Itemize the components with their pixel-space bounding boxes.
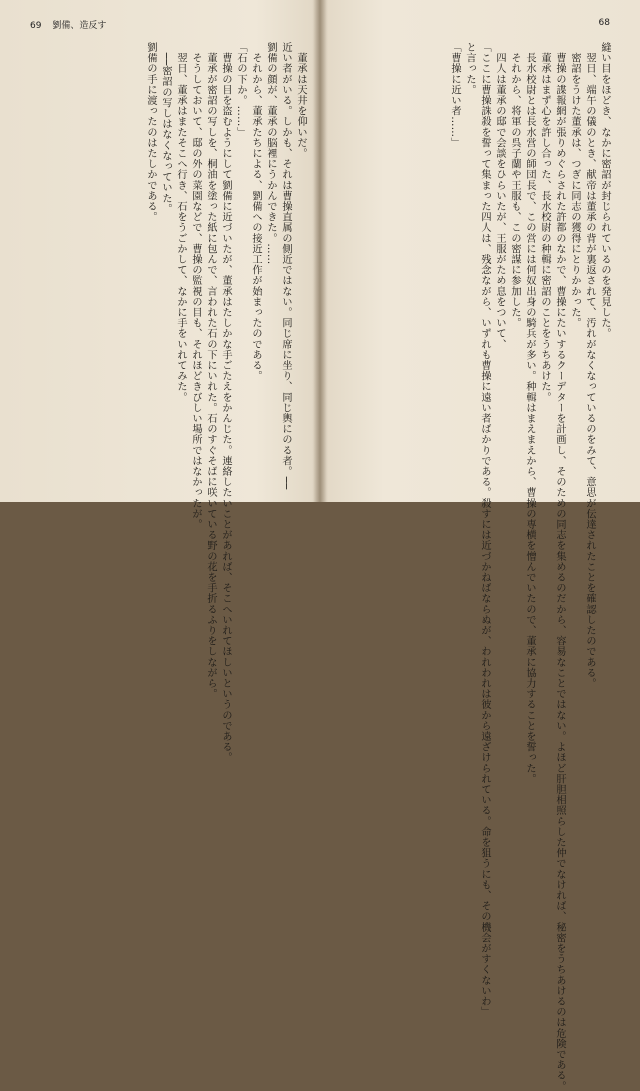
left-page — [0, 0, 318, 763]
text-line: 長水校尉とは長水営の師団長で、この営には何奴出身の騎兵が多い。种輯はまえまえから、曹操の専横を憎んでいたので、董承に協力することを誓った。 — [524, 42, 535, 784]
left-page-header — [30, 18, 106, 31]
text-line: 董承はまず心を許し合った、長水校尉の种輯に密詔のことをうちあけた。 — [539, 42, 550, 403]
text-line: 「石の下か。……」 — [235, 42, 246, 138]
text-line: と言った。 — [464, 42, 475, 95]
text-line: 董承が密詔の写しを、桐油を塗った紙に包んで、言われた石の下にいれた。石のすぐそばに咲いている野の花を手折るふりをしながら。 — [205, 42, 216, 700]
left-page-number: 69 — [30, 21, 42, 31]
text-line: 密詔をうけた董承は、つぎに同志の獲得にとりかかった。 — [569, 42, 580, 329]
text-line: 四人は董承の邸で会談をひらいたが、王服がため息をついて、 — [494, 42, 505, 350]
right-page — [322, 0, 640, 1091]
text-line: 翌日、董承はまたそこへ行き、石をうごかして、なかに手をいれてみた。 — [175, 42, 186, 403]
text-line: 劉備の手に渡ったのはたしかである。 — [145, 42, 156, 223]
text-line: それから、将軍の呉子蘭や王服も、この密謀に参加した。 — [509, 42, 520, 329]
text-line: 「ここに曹操誅殺を誓って集まった四人は、残念ながら、いずれも曹操に遠い者ばかりである。殺すには近づかねばならぬが、われわれは彼から遠ざけられている。命を狙うにも、その機会がすくないわ」 — [479, 42, 490, 1018]
text-line: 翌日、端午の儀のとき、献帝は董承の背が裏返されて、汚れがなくなっているのをみて、意思が伝達されたことを確認したのである。 — [584, 42, 595, 689]
text-line: 「曹操に近い者……」 — [449, 42, 460, 148]
text-line: 曹操の諜報網が張りめぐらされた許都のなかで、曹操にたいするクーデターを計画し、そのための同志を集めるのだから、容易なことではない。よほど肝胆相照らした仲でなければ、秘密をうちあけるのは危険である。 — [554, 42, 565, 1091]
right-page-number: 68 — [598, 18, 610, 28]
text-line: 劉備の顔が、董承の脳裡にうかんできた。…… — [265, 42, 276, 265]
text-line: そうしておいて、邸の外の菜園などで、曹操の監視の目も、それほどきびしい場所ではなかったが。 — [190, 42, 201, 530]
running-head: 劉備、造反す — [52, 21, 107, 31]
text-line: それから、董承たちによる、劉備への接近工作が始まったのである。 — [250, 42, 261, 382]
right-page-header — [599, 18, 610, 28]
text-line: ──密詔の写しはなくなっていた。 — [160, 42, 171, 215]
text-line: 縫い目をほどき、なかに密詔が封じられているのを発見した。 — [599, 42, 610, 339]
right-page-body — [336, 42, 612, 1091]
left-page-body — [22, 42, 308, 763]
text-line: 曹操の目を盗むようにして劉備に近づいたが、董承はたしかな手ごたえをかんじた。連絡したいことがあれば、そこへいれてほしいというのである。 — [220, 42, 231, 763]
text-line: 董承は天井を仰いだ。 — [295, 42, 306, 159]
text-line: 近い者がいる。しかも、それは曹操直属の側近ではない。同じ席に坐り、同じ輿にのる者。── — [280, 42, 291, 490]
